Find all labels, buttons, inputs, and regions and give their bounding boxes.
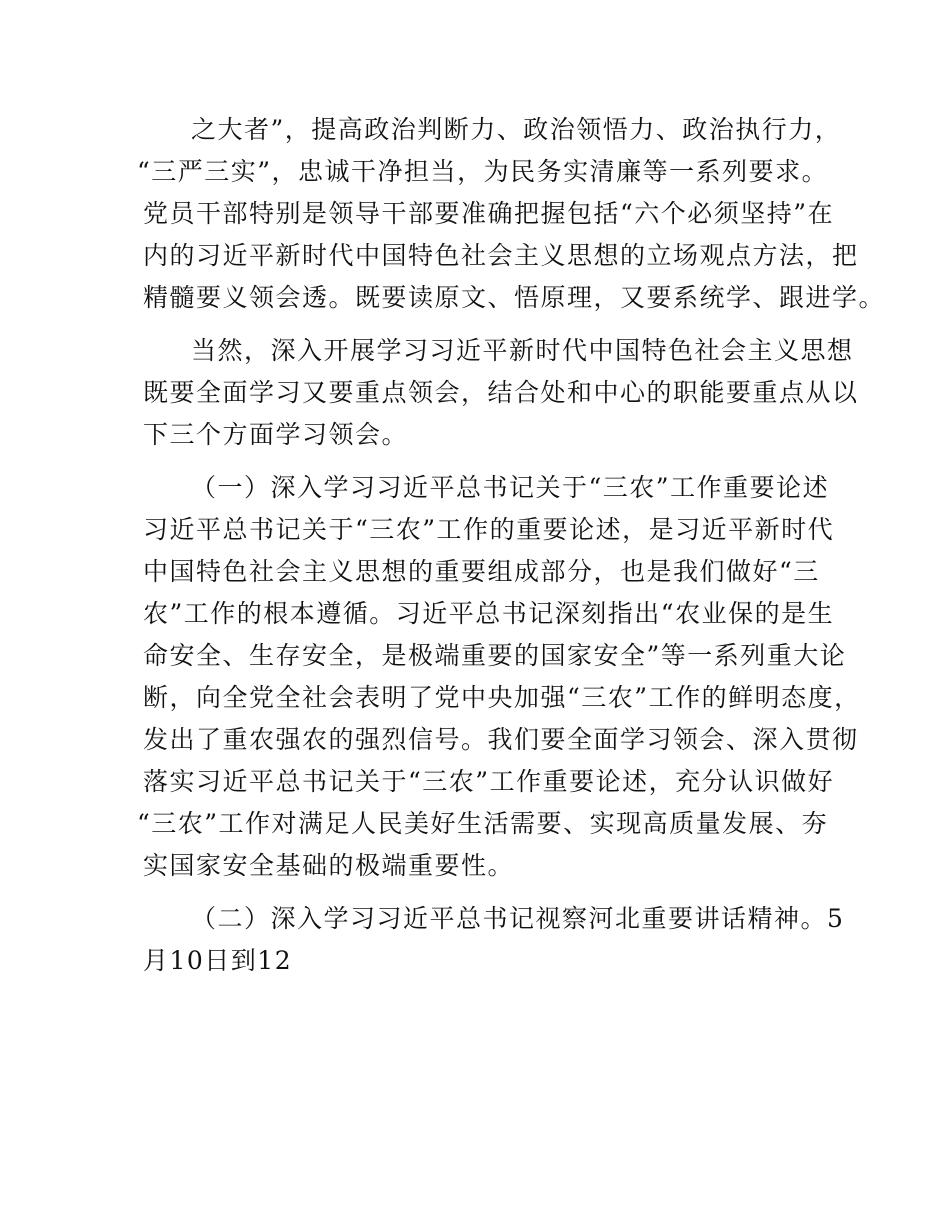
text-line: 命安全、生存安全，是极端重要的国家安全”等一系列重大论 <box>143 641 847 670</box>
text-line: 当然，深入开展学习习近平新时代中国特色社会主义思想 <box>191 336 854 365</box>
text-line: 之大者”，提高政治判断力、政治领悟力、政治执行力， <box>191 115 842 144</box>
text-line: “三农”工作对满足人民美好生活需要、实现高质量发展、夯 <box>137 809 829 838</box>
text-line: 断，向全党全社会表明了党中央加强“三农”工作的鲜明态度， <box>143 683 861 712</box>
text-line: 习近平总书记关于“三农”工作的重要论述，是习近平新时代 <box>143 515 835 544</box>
text-line: 实国家安全基础的极端重要性。 <box>143 851 515 880</box>
text-line: 内的习近平新时代中国特色社会主义思想的立场观点方法，把 <box>143 241 859 270</box>
text-line: 发出了重农强农的强烈信号。我们要全面学习领会、深入贯彻 <box>143 725 859 754</box>
text-line: 精髓要义领会透。既要读原文、悟原理，又要系统学、跟进学。 <box>143 283 886 312</box>
text-line: （一）深入学习习近平总书记关于“三农”工作重要论述 <box>191 473 830 502</box>
text-line: “三严三实”，忠诚干净担当，为民务实清廉等一系列要求。 <box>137 157 829 186</box>
text-line: （二）深入学习习近平总书记视察河北重要讲话精神。5 <box>191 904 845 933</box>
text-line: 农”工作的根本遵循。习近平总书记深刻指出“农业保的是生 <box>143 599 835 628</box>
text-line: 月10日到12 <box>143 946 293 975</box>
text-line: 中国特色社会主义思想的重要组成部分，也是我们做好“三 <box>143 557 820 586</box>
text-line: 既要全面学习又要重点领会，结合处和中心的职能要重点从以 <box>143 378 859 407</box>
text-line: 党员干部特别是领导干部要准确把握包括“六个必须坚持”在 <box>143 199 835 228</box>
text-line: 下三个方面学习领会。 <box>143 420 409 449</box>
text-line: 落实习近平总书记关于“三农”工作重要论述，充分认识做好 <box>143 767 835 796</box>
